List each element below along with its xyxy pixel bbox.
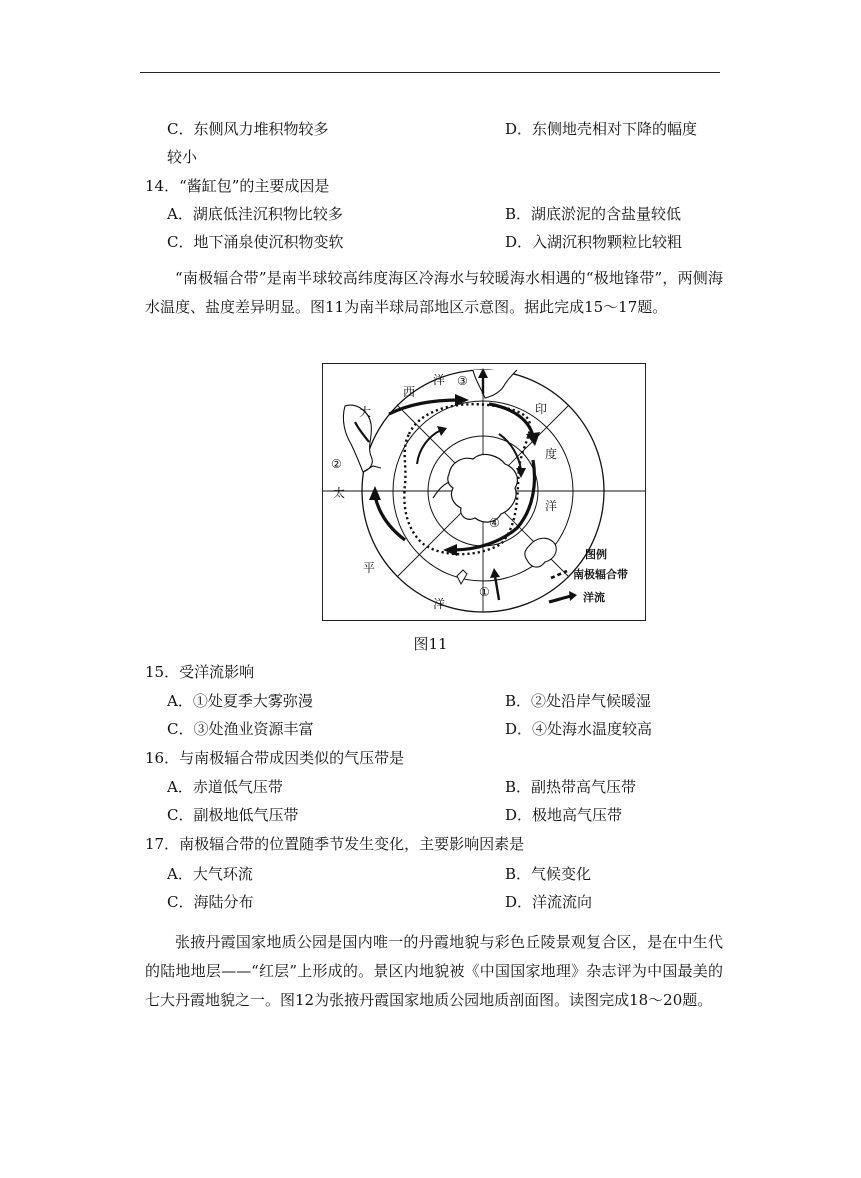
- q17-option-b[interactable]: B．气候变化: [505, 865, 592, 883]
- q13-option-d[interactable]: D．东侧地壳相对下降的幅度: [505, 120, 698, 138]
- q17-option-a[interactable]: A．大气环流: [167, 865, 253, 883]
- q13-option-d-continued: 较小: [167, 148, 198, 166]
- intro-paragraph-1: “南极辐合带”是南半球较高纬度海区冷海水与较暖海水相遇的“极地锋带”，两侧海水温度、盐度差异明显。图11为南半球局部地区示意图。据此完成15～17题。: [145, 269, 723, 316]
- current-arrow-left: [375, 496, 405, 540]
- marker-4: ④: [489, 516, 500, 530]
- figure-11-caption: 图11: [413, 635, 448, 653]
- current-arrowhead-right-bottom: [443, 544, 457, 556]
- q15-option-d[interactable]: D．④处海水温度较高: [505, 720, 653, 738]
- q13-option-c[interactable]: C．东侧风力堆积物较多: [167, 120, 329, 138]
- q14-option-d[interactable]: D．入湖沉积物颗粒比较粗: [505, 233, 683, 251]
- legend-convergence-symbol: [551, 571, 567, 578]
- current-arrowhead-australia: [490, 568, 500, 578]
- q16-option-a[interactable]: A．赤道低气压带: [167, 778, 283, 796]
- label-ping: 平: [363, 561, 376, 575]
- legend-current-arrowhead: [569, 591, 577, 601]
- current-arrowhead-top-right: [526, 432, 540, 446]
- q14-stem: 14．“酱缸包”的主要成因是: [145, 177, 330, 195]
- label-ocean-right: 洋: [545, 499, 558, 513]
- inner-current-arrow-1: [417, 430, 441, 464]
- header-rule: [140, 72, 720, 73]
- label-ocean-bottom: 洋: [433, 597, 446, 611]
- legend-current-symbol: [549, 596, 571, 602]
- legend-convergence-label: 南极辐合带: [573, 568, 628, 581]
- q14-option-c[interactable]: C．地下涌泉使沉积物变软: [167, 233, 344, 251]
- q14-option-b[interactable]: B．湖底淤泥的含盐量较低: [505, 205, 682, 223]
- q17-stem: 17．南极辐合带的位置随季节发生变化，主要影响因素是: [145, 835, 525, 853]
- label-tai: 太: [333, 486, 346, 500]
- q15-stem: 15．受洋流影响: [145, 663, 255, 681]
- new-zealand-landmass: [457, 570, 467, 584]
- q15-option-c[interactable]: C．③处渔业资源丰富: [167, 720, 314, 738]
- figure-11-map: [322, 363, 646, 621]
- q16-option-d[interactable]: D．极地高气压带: [505, 806, 623, 824]
- q14-option-a[interactable]: A．湖底低洼沉积物比较多: [167, 205, 343, 223]
- q16-option-b[interactable]: B．副热带高气压带: [505, 778, 637, 796]
- current-arrow-top-right: [489, 404, 533, 436]
- current-arrowhead-left: [369, 486, 381, 500]
- label-ocean-top: 洋: [433, 373, 446, 387]
- marker-2: ②: [331, 457, 342, 471]
- q17-option-d[interactable]: D．洋流流向: [505, 893, 593, 911]
- antarctica-landmass: [448, 455, 518, 523]
- label-west: 西: [403, 385, 416, 399]
- q17-option-c[interactable]: C．海陆分布: [167, 893, 254, 911]
- antarctic-peninsula: [433, 482, 449, 498]
- q16-stem: 16．与南极辐合带成因类似的气压带是: [145, 749, 405, 767]
- australia-landmass: [525, 538, 556, 567]
- q15-option-b[interactable]: B．②处沿岸气候暖湿: [505, 692, 652, 710]
- q15-option-a[interactable]: A．①处夏季大雾弥漫: [167, 692, 313, 710]
- intro-paragraph-2: 张掖丹霞国家地质公园是国内唯一的丹霞地貌与彩色丘陵景观复合区，是在中生代的陆地地层——“红层”上形成的。景区内地貌被《中国国家地理》杂志评为中国最美的七大丹霞地貌之一。图12为张掖丹霞国家地质公园地质剖面图。读图完成18～20题。: [145, 933, 723, 1009]
- label-du: 度: [545, 447, 558, 461]
- figure-11-svg: [323, 364, 645, 620]
- marker-3: ③: [457, 374, 468, 388]
- legend-title: 图例: [585, 548, 607, 561]
- label-yin: 印: [535, 402, 548, 416]
- legend-current-label: 洋流: [583, 591, 605, 604]
- marker-1: ①: [479, 585, 490, 599]
- q16-option-c[interactable]: C．副极地低气压带: [167, 806, 299, 824]
- label-da: 大: [359, 405, 372, 419]
- africa-tip-landmass: [473, 370, 517, 398]
